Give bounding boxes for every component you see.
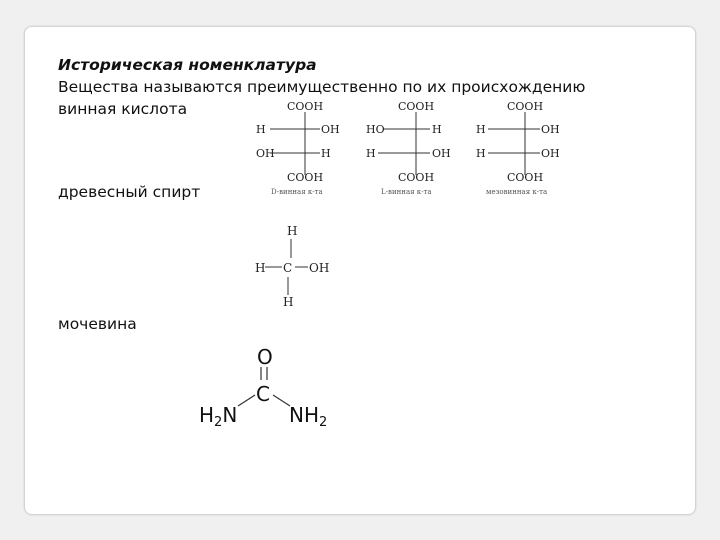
h-left-m1: H <box>476 123 486 136</box>
h-left-l2: H <box>366 147 376 160</box>
cooh-top-l: COOH <box>398 100 435 113</box>
l-tartaric-acid <box>366 100 451 196</box>
label-wood-alcohol: древесный спирт <box>58 183 201 201</box>
h-left: H <box>255 261 266 275</box>
nh2-right: $NH_2$ <box>289 403 328 430</box>
h-left-m2: H <box>476 147 486 160</box>
oh-right: OH <box>309 261 330 275</box>
label-urea: мочевина <box>58 315 137 333</box>
carbon: C <box>256 382 270 406</box>
oh-right-l2: OH <box>432 147 451 160</box>
caption-meso: мезовинная к-та <box>486 188 548 196</box>
tartaric-acid-structures <box>250 97 570 199</box>
h-right-l1: H <box>432 123 442 136</box>
caption-d: D-винная к-та <box>271 188 323 196</box>
ho-left-l1: HO <box>366 123 385 136</box>
meso-tartaric-acid <box>476 100 560 196</box>
cooh-bottom-meso: COOH <box>507 171 544 184</box>
oxygen: O <box>257 345 273 369</box>
cooh-top-d: COOH <box>287 100 324 113</box>
carbon: C <box>283 261 293 275</box>
caption-l: L-винная к-та <box>381 188 432 196</box>
h-bottom: H <box>283 295 294 309</box>
urea-structure <box>195 342 345 432</box>
oh-right-m1: OH <box>541 123 560 136</box>
h-left-d1: H <box>256 123 266 136</box>
cooh-top-meso: COOH <box>507 100 544 113</box>
oh-right-m2: OH <box>541 147 560 160</box>
h-top: H <box>287 224 298 238</box>
slide-title: Историческая номенклатура <box>58 56 317 74</box>
oh-left-d2: OH <box>256 147 275 160</box>
cooh-bottom-d: COOH <box>287 171 324 184</box>
slide-subtitle: Вещества называются преимущественно по их происхождению <box>58 78 586 96</box>
label-tartaric-acid: винная кислота <box>58 100 188 118</box>
methanol-structure <box>250 222 345 312</box>
nh2-left: $H_2N$ <box>199 403 238 430</box>
oh-right-d1: OH <box>321 123 340 136</box>
cooh-bottom-l: COOH <box>398 171 435 184</box>
h-right-d2: H <box>321 147 331 160</box>
d-tartaric-acid <box>256 100 340 196</box>
